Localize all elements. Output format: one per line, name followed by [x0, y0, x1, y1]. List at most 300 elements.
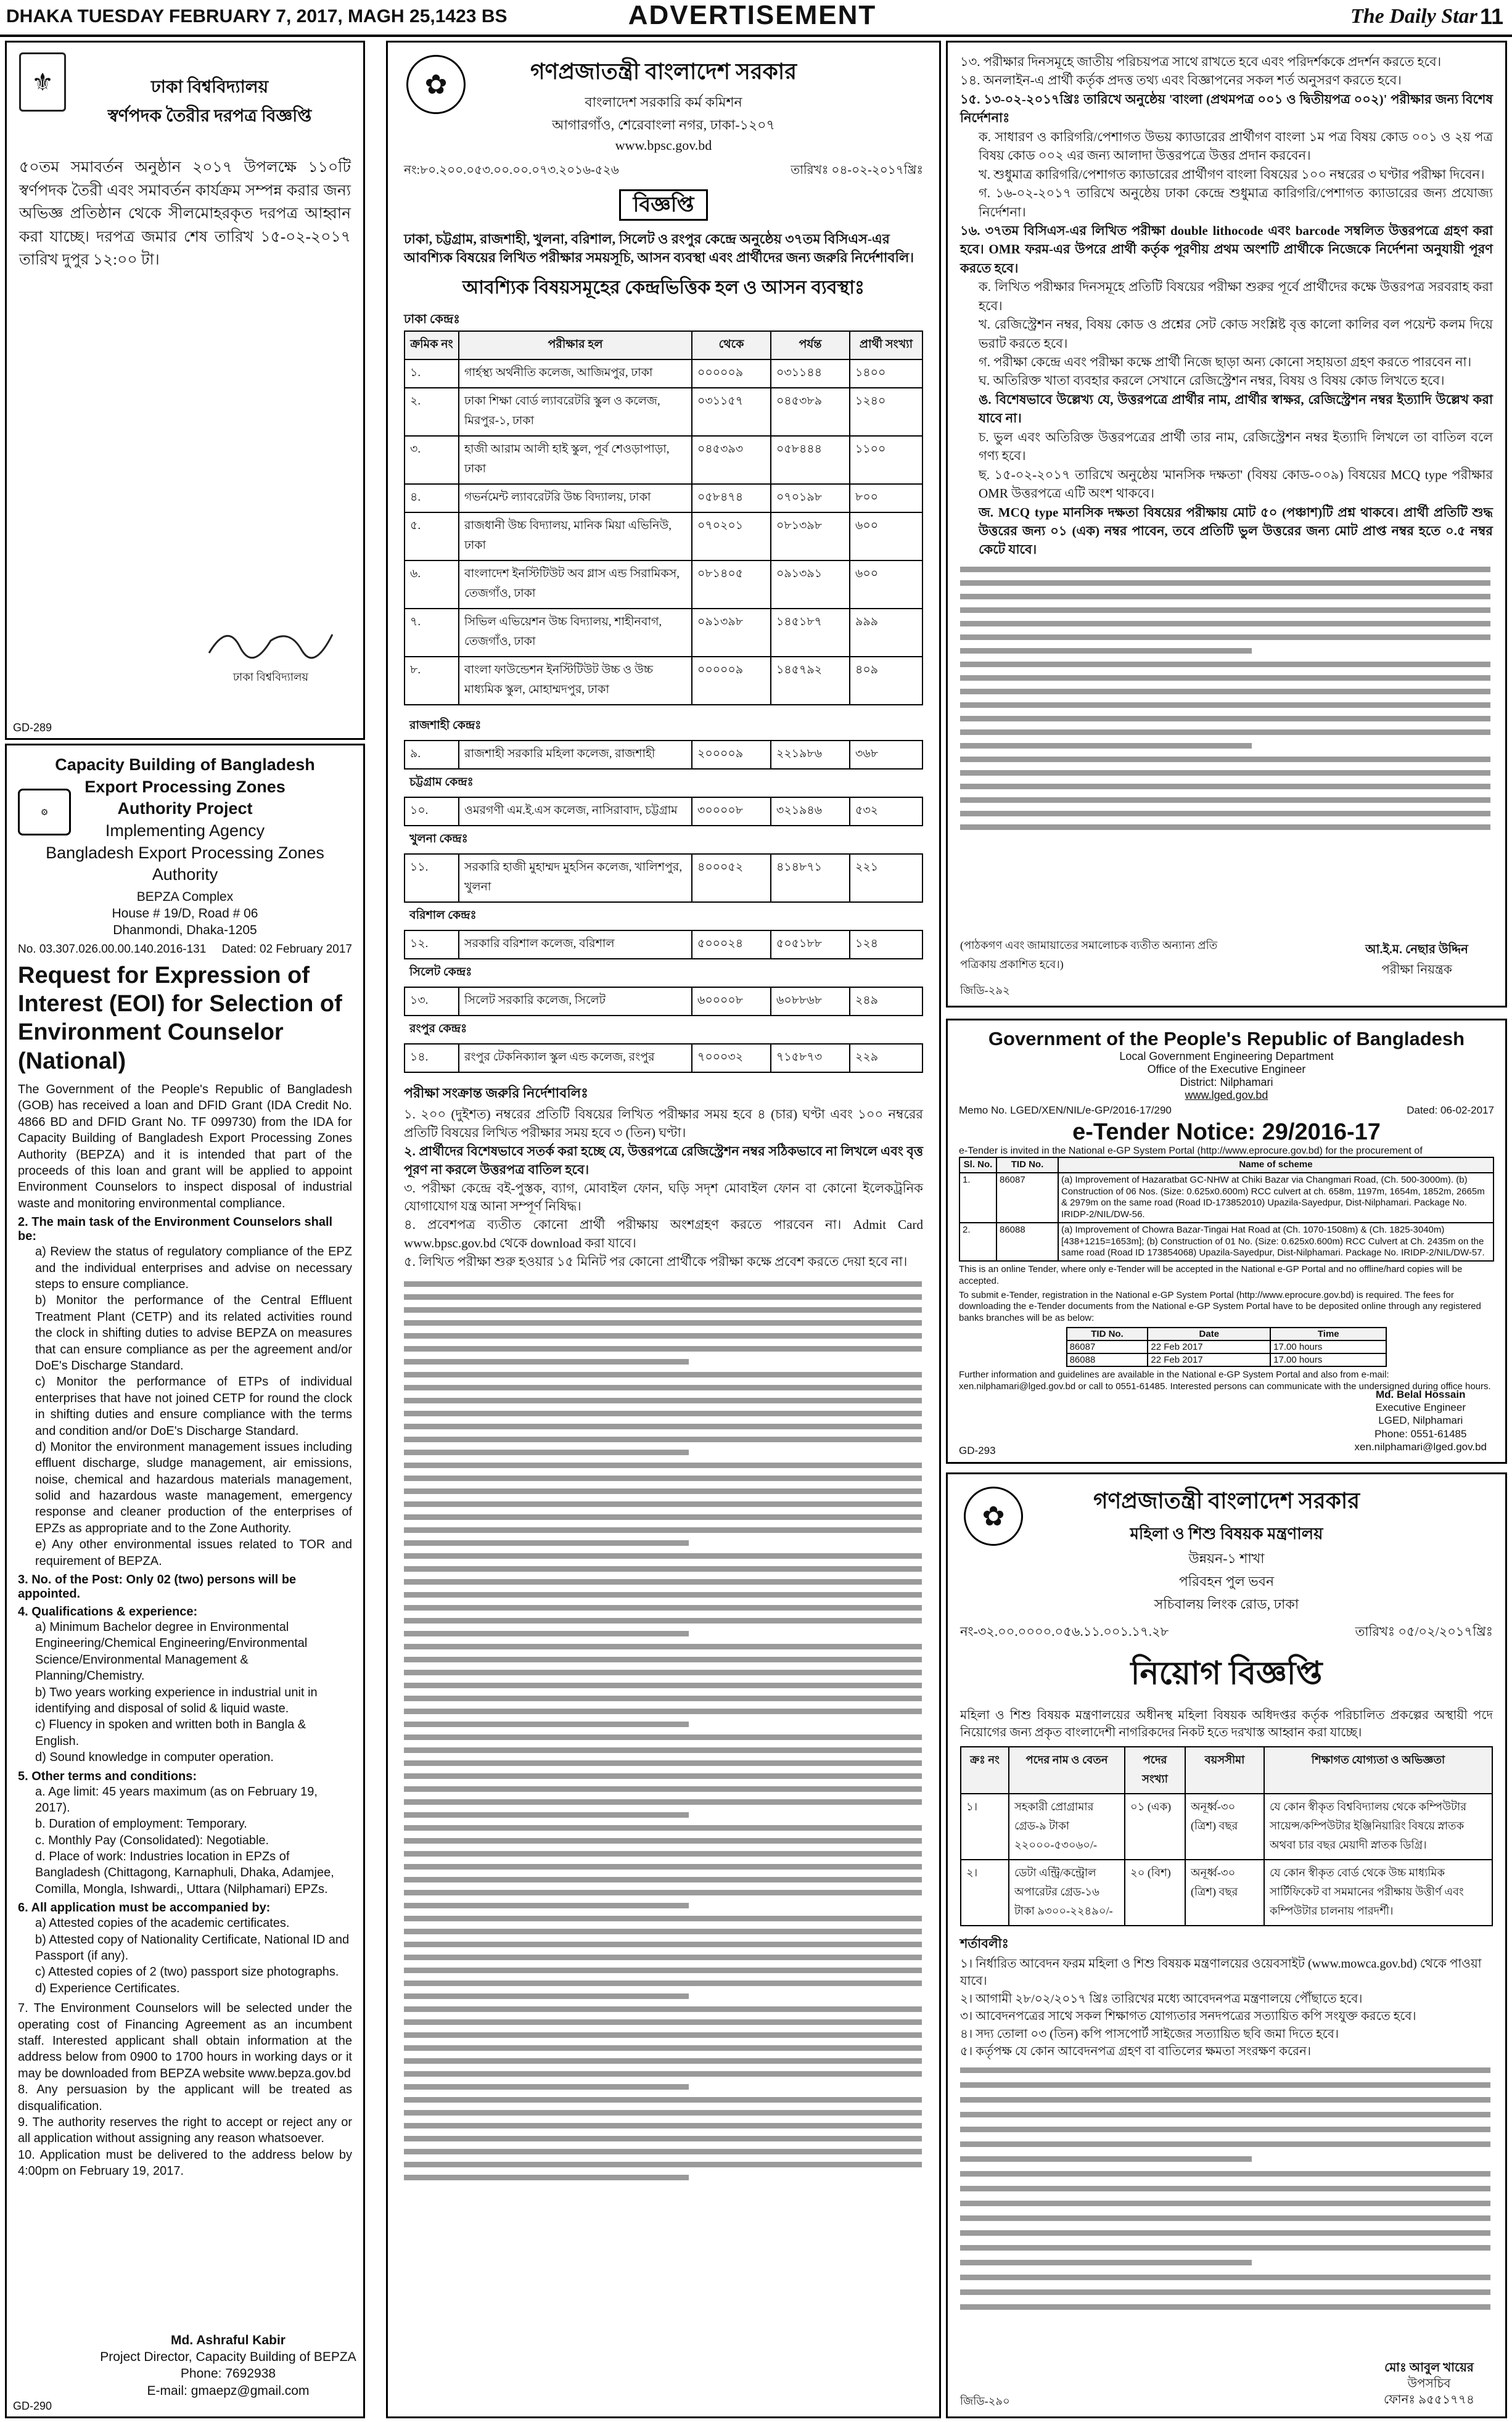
text-line: [404, 2123, 922, 2128]
mowca-title: নিয়োগ বিজ্ঞপ্তি: [1130, 1656, 1323, 1691]
bpsc-cont-item: চ. ভুল এবং অতিরিক্ত উত্তরপত্রের প্রার্থী তার নাম, রেজিস্ট্রেশন নম্বর ইত্যাদি লিখলে তা বাতিল বলে গণ্য হবে।: [979, 429, 1493, 464]
table-cell: সিলেট সরকারি কলেজ, সিলেট: [459, 987, 692, 1016]
table-cell: ০৭০২০১: [692, 512, 771, 560]
table-cell: ২২১: [850, 854, 922, 902]
lged-memo: Memo No. LGED/XEN/NIL/e-GP/2016-17/290: [959, 1104, 1172, 1116]
bpsc-cont-code: জিডি-২৯২: [960, 984, 1010, 996]
text-line: [960, 689, 1490, 694]
ad-lged-etender: [946, 1019, 1507, 1464]
text-line: [960, 729, 1490, 735]
table-row: [405, 560, 922, 609]
region-label-row: [405, 902, 922, 930]
lged-dept: Local Government Engineering Department: [1119, 1050, 1334, 1062]
table-row: [405, 657, 922, 705]
table-header-cell: Time: [1270, 1328, 1386, 1340]
mowca-date: তারিখঃ ০৫/০২/২০১৭খ্রিঃ: [1355, 1624, 1493, 1639]
page-header: [0, 0, 1512, 35]
text-line: [404, 2084, 689, 2090]
text-line: [404, 1333, 922, 1339]
text-line: [404, 1476, 922, 1481]
text-line: [404, 1773, 922, 1779]
table-cell: ২।: [961, 1860, 1009, 1926]
text-line: [404, 1320, 922, 1326]
table-cell: 86087: [1067, 1340, 1148, 1353]
bepza-app-item: c) Attested copies of 2 (two) passport size photographs.: [35, 1965, 339, 1979]
table-cell: অনূর্ধ্ব-৩০ (ত্রিশ) বছর: [1185, 1860, 1264, 1926]
table-cell: ৮.: [405, 657, 459, 705]
table-cell: ডেটা এন্ট্রি/কন্ট্রোল অপারেটর গ্রেড-১৬ টাকা ৯৩০০-২২৪৯০/-: [1009, 1860, 1125, 1926]
lged-district: District: Nilphamari: [1180, 1076, 1273, 1088]
text-line: [404, 1566, 922, 1572]
header-date: DHAKA TUESDAY FEBRUARY 7, 2017, MAGH 25,1423 BS: [6, 6, 507, 27]
bpsc-cont-item: ১৬. ৩৭তম বিসিএস-এর লিখিত পরীক্ষা double lithocode এবং barcode সম্বলিত উত্তরপত্রে গ্রহণ করা হবে। OMR ফরম-এর উপরে প্রার্থী কর্তৃক পূরণীয় প্রথম অংশটি প্রার্থীকে নিজেকে নির্দেশনা অনুযায়ী পূরণ করতে হবে।: [960, 223, 1493, 276]
table-header-cell: থেকে: [692, 331, 771, 359]
table-cell: ৯৯৯: [850, 609, 922, 657]
table-cell: ১৪.: [405, 1044, 459, 1072]
text-line: [404, 1527, 922, 1533]
table-cell: ঢাকা শিক্ষা বোর্ড ল্যাবরেটরি স্কুল ও কলেজ, মিরপুর-১, ঢাকা: [459, 388, 692, 436]
bepza-email: E-mail: gmaepz@gmail.com: [147, 2383, 310, 2398]
table-cell: ৪০০০৫২: [692, 854, 771, 902]
table-cell: ০৪৫৩৯৩: [692, 436, 771, 484]
table-cell: (a) Improvement of Chowra Bazar-Tingai Hat Road at (Ch. 1070-1508m) & (Ch. 1825-3040m) [438+1215=1653m]; (b) Construction of 01 No. (Size: 0.625x0.600m) RCC Culvert at Ch. 2435m on the same road (Road ID 173854068) Upazila-Sayedpur, Dist-Nilphamari. Package No. IRIDP-2/NIL/DW-57.: [1058, 1223, 1494, 1261]
table-cell: ৭১৫৮৭৩: [771, 1044, 850, 1072]
region-label-row: [405, 713, 922, 741]
header-section-title: ADVERTISEMENT: [628, 0, 877, 30]
text-line: [404, 1657, 922, 1662]
bepza-intro: The Government of the People's Republic of Bangladesh (GOB) has received a loan and DFID Grant (IDA Credit No. 4866 BD and DFID Grant No. TF 099730) from the IDA for Capacity Building of Bangladesh Export Processing Zones Authority (BEPZA) and it is intended that part of the proceeds of this loan and grant will be applied to appoint Environment Counselors to inspect disposal of industrial waste and monitoring environmental compliance.: [18, 1083, 352, 1210]
text-line: [404, 2019, 922, 2025]
mowca-memo: নং-৩২.০০.০০০০.০৫৬.১১.০০১.১৭.২৮: [960, 1624, 1169, 1639]
lged-para3: Further information and guidelines are available in the National e-GP System Portal and also from e-mail: xen.nilphamari@lged.gov.bd or call to 0551-61485. Interested persons can communicate with the undersigned during office hours.: [959, 1369, 1491, 1392]
text-line: [960, 2156, 1252, 2162]
bepza-term-item: d. Place of work: Industries location in EPZs of Bangladesh (Chittagong, Karnaphuli, Dhaka, Adamjee, Comilla, Mongla, Ishwardi,, Uttara (Nilphamari) EPZs.: [35, 1850, 334, 1896]
bepza-phone: Phone: 7692938: [180, 2367, 276, 2381]
table-cell: যে কোন স্বীকৃত বিশ্ববিদ্যালয় থেকে কম্পিউটার সায়েন্স/কম্পিউটার ইঞ্জিনিয়ারিং বিষয়ে স্নাতক অথবা চার বছর মেয়াদী স্নাতক ডিগ্রি।: [1264, 1794, 1492, 1860]
bpsc-web: www.bpsc.gov.bd: [615, 138, 712, 153]
bpsc-cont-item: ক. লিখিত পরীক্ষার দিনসমূহে প্রতিটি বিষয়ের পরীক্ষা শুরুর পূর্বে প্রার্থীদের কক্ষে উত্তরপত্র সরবরাহ করা হবে।: [979, 279, 1493, 313]
bepza-address-line: Dhanmondi, Dhaka-1205: [113, 923, 257, 938]
dhaka-university-subtitle: স্বর্ণপদক তৈরীর দরপত্র বিজ্ঞপ্তি: [107, 107, 312, 126]
bepza-qual-item: b) Two years working experience in industrial unit in identifying and disposal of solid & liquid waste.: [35, 1685, 318, 1715]
table-cell: ৫৩২: [850, 797, 922, 826]
table-cell: ৮০০: [850, 484, 922, 512]
table-cell: ৩৬৮: [850, 741, 922, 769]
table-cell: ০৭০১৯৮: [771, 484, 850, 512]
table-cell: ১০.: [405, 797, 459, 826]
text-line: [960, 811, 1490, 816]
dhaka-university-title: ঢাকা বিশ্ববিদ্যালয়: [150, 78, 269, 97]
table-cell: 22 Feb 2017: [1148, 1340, 1270, 1353]
text-placeholder-lines: [404, 1278, 922, 2202]
lged-code: GD-293: [959, 1445, 996, 1456]
bpsc-cont-item: গ. ১৬-০২-২০১৭ তারিখে অনুষ্ঠেয় ঢাকা কেন্দ্রে শুধুমাত্র কারিগরি/পেশাগত ক্যাডারের জন্য প্রযোজ্য নির্দেশনা।: [979, 186, 1493, 220]
ad-bpsc-continuation: [946, 41, 1507, 1008]
text-line: [404, 1463, 922, 1468]
table-cell: ০৫৮৪৪৪: [771, 436, 850, 484]
text-line: [960, 607, 1490, 613]
text-line: [960, 2082, 1490, 2088]
table-cell: ওমরগণী এম.ই.এস কলেজ, নাসিরাবাদ, চট্টগ্রাম: [459, 797, 692, 826]
text-line: [404, 1501, 922, 1507]
table-cell: রাজধানী উচ্চ বিদ্যালয়, মানিক মিয়া এভিনিউ, ঢাকা: [459, 512, 692, 560]
table-cell: 86088: [1067, 1353, 1148, 1366]
text-line: [960, 567, 1490, 572]
region-label: সিলেট কেন্দ্রঃ: [409, 966, 472, 979]
bpsc-instructions: [404, 1106, 923, 1271]
table-cell: সরকারি হাজী মুহাম্মদ মুহসিন কলেজ, খালিশপুর, খুলনা: [459, 854, 692, 902]
region-label: খুলনা কেন্দ্রঃ: [409, 832, 468, 846]
bepza-terms-heading: 5. Other terms and conditions:: [18, 1769, 197, 1783]
table-cell: ৬০০০০৮: [692, 987, 771, 1016]
table-row: [961, 1860, 1492, 1926]
table-row: [405, 1044, 922, 1072]
text-line: [404, 1411, 922, 1416]
table-row: [961, 1794, 1492, 1860]
bpsc-notice-wrap: [404, 189, 923, 224]
table-cell: ০৫৮৪৭৪: [692, 484, 771, 512]
bpsc-cont-signer-block: [1365, 940, 1468, 981]
text-line: [404, 1372, 922, 1377]
mowca-intro: মহিলা ও শিশু বিষয়ক মন্ত্রণালয়ের অধীনস্থ মহিলা বিষয়ক অধিদপ্তর কর্তৃক পরিচালিত প্রকল্পের অস্থায়ী পদে নিয়োগের জন্য প্রকৃত বাংলাদেশী নাগরিকদের নিকট হতে দরখাস্ত আহ্বান করা যাচ্ছে।: [960, 1709, 1493, 1739]
region-label-row: [405, 1016, 922, 1044]
lged-signer-block: [1355, 1388, 1487, 1453]
text-line: [960, 580, 1490, 586]
table-cell: 2.: [959, 1223, 996, 1261]
bpsc-dhaka-label: ঢাকা কেন্দ্রঃ: [404, 313, 460, 327]
text-line: [404, 2045, 922, 2051]
table-row: [959, 1173, 1494, 1223]
bepza-org-line: Export Processing Zones: [84, 777, 286, 796]
table-cell: সহকারী প্রোগ্রামার গ্রেড-৯ টাকা ২২০০০-৫৩০৬০/-: [1009, 1794, 1125, 1860]
bepza-clause-item: 7. The Environment Counselors will be selected under the operating cost of Financing Agreement as an incumbent staff. Interested applicant shall obtain information at the address below from 0900 to 1700 hours in working days or it may be downloaded from BEPZA website www.bepza.gov.bd: [18, 2001, 352, 2080]
text-line: [960, 2289, 1490, 2295]
text-line: [404, 1398, 922, 1403]
bpsc-instructions-heading: পরীক্ষা সংক্রান্ত জরুরি নির্দেশাবলিঃ: [404, 1085, 588, 1101]
bepza-address-line: BEPZA Complex: [136, 889, 234, 904]
bepza-task-item: d) Monitor the environment management issues including effluent discharge, sludge management, air emissions, noise, chemical and hazardous materials management, solid and hazardous waste management, emergency response and cleaner production of the enterprises of EPZs as appropriate and to the Zone Authority.: [35, 1440, 352, 1535]
table-header-cell: পদের সংখ্যা: [1125, 1747, 1185, 1794]
bpsc-org: বাংলাদেশ সরকারি কর্ম কমিশন: [585, 94, 742, 110]
text-line: [960, 621, 1490, 626]
bpsc-cont-item: ১৪. অনলাইন-এ প্রার্থী কর্তৃক প্রদত্ত তথ্য এবং বিজ্ঞাপনের সকল শর্ত অনুসরণ করতে হবে।: [960, 73, 1402, 88]
table-cell: ৪.: [405, 484, 459, 512]
text-line: [404, 1644, 922, 1649]
mowca-emblem-icon: ✿: [964, 1487, 1023, 1546]
table-header-cell: TID No.: [1067, 1328, 1148, 1340]
lged-signer-org: LGED, Nilphamari: [1378, 1414, 1463, 1427]
text-line: [960, 2230, 1490, 2236]
mowca-signer-block: [1384, 2360, 1474, 2408]
text-line: [404, 1825, 922, 1831]
bpsc-cont-item: ১৫. ১৩-০২-২০১৭খ্রিঃ তারিখে অনুষ্ঠেয় 'বাংলা (প্রথমপত্র ০০১ ও দ্বিতীয়পত্র ০০২)' পরীক্ষার জন্য বিশেষ নির্দেশনাঃ: [960, 91, 1493, 126]
bepza-clause-item: 8. Any persuasion by the applicant will be treated as disqualification.: [18, 2083, 352, 2113]
bpsc-emblem-icon: ✿: [406, 55, 466, 114]
table-cell: ০৯১৩৯১: [771, 560, 850, 609]
text-line: [960, 2260, 1252, 2265]
table-cell: ২.: [405, 388, 459, 436]
text-line: [404, 1786, 922, 1792]
table-cell: ১.: [405, 359, 459, 388]
mowca-posts-header: [961, 1747, 1492, 1794]
table-cell: ০৪৫৩৮৯: [771, 388, 850, 436]
text-line: [960, 824, 1490, 830]
text-line: [960, 2097, 1490, 2103]
bpsc-cont-footnote: (পাঠকগণ এবং জামায়াতের সমালোচক ব্যতীত অন্যান্য প্রতি পত্রিকায় প্রকাশিত হবে।): [960, 939, 1218, 971]
lged-schedule-table: [1066, 1327, 1387, 1367]
text-line: [960, 743, 1252, 749]
table-header-cell: Sl. No.: [959, 1157, 996, 1173]
lged-phone: Phone: 0551-61485: [1374, 1427, 1467, 1440]
bepza-task-item: b) Monitor the performance of the Central Effluent Treatment Plant (CETP) and its related activities round the clock in shifting duties to advise BEPZA on measures that can ensure compliance as per the agreement and/or DoE's Discharge Standard.: [35, 1294, 352, 1373]
bepza-clauses: [18, 2000, 352, 2179]
table-row: [405, 359, 922, 388]
lged-gov: Government of the People's Republic of Bangladesh: [988, 1028, 1465, 1049]
text-line: [404, 1993, 689, 1999]
bepza-task-item: a) Review the status of regulatory compliance of the EPZ and the individual enterprises and advise on necessary steps to ensure compliance.: [35, 1245, 352, 1291]
text-line: [404, 2032, 922, 2038]
table-header-cell: শিক্ষাগত যোগ্যতা ও অভিজ্ঞতা: [1264, 1747, 1492, 1794]
bpsc-cont-item: ছ. ১৫-০২-২০১৭ তারিখে অনুষ্ঠেয় 'মানসিক দক্ষতা' (বিষয় কোড-০০৯) বিষয়ের MCQ type পরীক্ষার OMR উত্তরপত্রে এটি অংশ থাকবে।: [979, 467, 1493, 501]
table-cell: ৫০০০২৪: [692, 930, 771, 959]
text-line: [404, 1981, 922, 1986]
text-line: [404, 1903, 689, 1908]
mowca-memo-row: [960, 1622, 1493, 1643]
table-cell: ০৮১৩৯৮: [771, 512, 850, 560]
bpsc-cont-item: ১৩. পরীক্ষার দিনসমূহে জাতীয় পরিচয়পত্র সাথে রাখতে হবে এবং পরিদর্শককে প্রদর্শন করতে হবে।: [960, 54, 1442, 69]
text-line: [404, 1696, 922, 1701]
table-cell: ০১ (এক): [1125, 1794, 1185, 1860]
bpsc-filler-lines: [404, 1278, 923, 2206]
bpsc-instruction-item: ৩. পরীক্ষা কেন্দ্রে বই-পুস্তক, ব্যাগ, মোবাইল ফোন, ঘড়ি সদৃশ মোবাইল ফোন বা কোনো ইলেকট্রনিক যোগাযোগ যন্ত্র আনা সম্পূর্ণ নিষিদ্ধ।: [404, 1180, 923, 1214]
ad-bpsc-notice: [386, 41, 941, 2418]
table-cell: ৩২১৯৪৬: [771, 797, 850, 826]
text-line: [404, 2071, 922, 2077]
table-cell: ১২৪০: [850, 388, 922, 436]
lged-office: Office of the Executive Engineer: [1147, 1063, 1306, 1075]
bepza-tasks: [18, 1244, 352, 1569]
text-line: [404, 1605, 922, 1611]
table-cell: ১২৪: [850, 930, 922, 959]
bepza-term-item: b. Duration of employment: Temporary.: [35, 1817, 247, 1831]
text-line: [960, 797, 1490, 803]
bpsc-hall-table-header: [405, 331, 922, 359]
table-cell: গার্হস্থ্য অর্থনীতি কলেজ, আজিমপুর, ঢাকা: [459, 359, 692, 388]
table-cell: ১।: [961, 1794, 1009, 1860]
bpsc-memo: নং:৮০.২০০.০৫৩.০০.০০.০৭৩.২০১৬-৫২৬: [404, 163, 619, 177]
lged-para2: To submit e-Tender, registration in the National e-GP System Portal (http://www.eprocure.gov.bd) is required. The fees for downloading the e-Tender documents from the National e-GP System Portal have to be deposited online through any registered banks branches will be as below:: [959, 1289, 1481, 1323]
table-cell: ৫.: [405, 512, 459, 560]
text-line: [404, 1592, 922, 1598]
table-cell: ৬০০: [850, 512, 922, 560]
mowca-building: পরিবহন পুল ভবন: [1178, 1574, 1275, 1589]
table-row: [405, 854, 922, 902]
mowca-gov: গণপ্রজাতন্ত্রী বাংলাদেশ সরকার: [1093, 1488, 1360, 1513]
table-row: [405, 512, 922, 560]
bpsc-region-table: [404, 713, 923, 1073]
lged-signer-title: Executive Engineer: [1375, 1402, 1466, 1413]
region-label: রাজশাহী কেন্দ্রঃ: [409, 719, 482, 733]
table-cell: হাজী আরাম আলী হাই স্কুল, পূর্ব শেওড়াপাড়া, ঢাকা: [459, 436, 692, 484]
ad-mowca-recruitment: [946, 1472, 1507, 2418]
table-cell: ৪০৯: [850, 657, 922, 705]
mowca-address: সচিবালয় লিংক রোড, ঢাকা: [1154, 1596, 1299, 1612]
table-cell: ০৮১৪০৫: [692, 560, 771, 609]
text-line: [404, 1488, 922, 1494]
mowca-branch: উন্নয়ন-১ শাখা: [1188, 1551, 1265, 1566]
text-line: [404, 1916, 922, 1921]
mowca-cond-item: ৩। আবেদনপত্রের সাথে সকল শিক্ষাগত যোগ্যতার সনদপত্রের সত্যায়িত কপি সংযুক্ত করতে হবে।: [960, 2009, 1416, 2024]
table-cell: ২০ (বিশ): [1125, 1860, 1185, 1926]
bpsc-cont-item: খ. শুধুমাত্র কারিগরি/পেশাগত ক্যাডারের প্রার্থীগণ বাংলা বিষয়ের ১০০ নম্বরের ৩ ঘণ্টার পরীক্ষা দিবেন।: [979, 166, 1485, 182]
text-line: [404, 1812, 689, 1818]
region-label: রংপুর কেন্দ্রঃ: [409, 1022, 467, 1036]
text-placeholder-lines: [960, 2064, 1490, 2335]
table-cell: রাজশাহী সরকারি মহিলা কলেজ, রাজশাহী: [459, 741, 692, 769]
text-line: [960, 2112, 1490, 2117]
table-cell: 86087: [996, 1173, 1058, 1223]
dhaka-university-logo-icon: ⚜: [19, 52, 66, 112]
table-header-cell: ক্রমিক নং: [405, 331, 459, 359]
text-line: [404, 1864, 922, 1870]
mowca-conds-heading: শর্তাবলীঃ: [960, 1936, 1009, 1951]
bpsc-cont-item: ঘ. অতিরিক্ত খাতা ব্যবহার করলে সেখানে রেজিস্ট্রেশন নম্বর, বিষয় ও বিষয় কোড লিখতে হবে।: [979, 373, 1445, 388]
text-line: [404, 2058, 922, 2064]
bepza-address: [18, 889, 352, 939]
ad-bepza-eoi: [5, 744, 365, 2418]
bepza-apps: [18, 1915, 352, 1997]
bpsc-instruction-item: ৫. লিখিত পরীক্ষা শুরু হওয়ার ১৫ মিনিট পর কোনো প্রার্থীকে পরীক্ষা কক্ষে প্রবেশ করতে দেয়া হবে না।: [404, 1254, 908, 1269]
bepza-qual-heading: 4. Qualifications & experience:: [18, 1605, 198, 1619]
table-cell: ১১.: [405, 854, 459, 902]
table-cell: ২০০০০৯: [692, 741, 771, 769]
text-line: [404, 1346, 922, 1352]
text-placeholder-lines: [960, 563, 1490, 853]
bpsc-cont-signer-title: পরীক্ষা নিয়ন্ত্রক: [1381, 963, 1452, 977]
table-row: [405, 609, 922, 657]
bpsc-intro: ঢাকা, চট্টগ্রাম, রাজশাহী, খুলনা, বরিশাল, সিলেট ও রংপুর কেন্দ্রে অনুষ্ঠেয় ৩৭তম বিসিএস-এর আবশ্যিক বিষয়ের লিখিত পরীক্ষার সময়সূচি, আসন ব্যবস্থা এবং প্রার্থীদের জন্য জরুরি নির্দেশাবলি।: [404, 231, 914, 265]
table-cell: ০৩১১৫৭: [692, 388, 771, 436]
table-row: [405, 436, 922, 484]
text-line: [404, 1955, 922, 1960]
lged-memo-row: [959, 1104, 1494, 1117]
header-rule: [0, 35, 1512, 37]
bepza-org-line: Capacity Building of Bangladesh: [55, 755, 315, 774]
mowca-code: জিডি-২৯০: [960, 2395, 1010, 2407]
mowca-cond-item: ৫। কর্তৃপক্ষ যে কোন আবেদনপত্র গ্রহণ বা বাতিলের ক্ষমতা সংরক্ষণ করেন।: [960, 2044, 1312, 2058]
bpsc-address: আগারগাঁও, শেরেবাংলা নগর, ঢাকা-১২০৭: [552, 117, 775, 133]
bepza-code: GD-290: [13, 2400, 52, 2412]
dhaka-university-signature-label: ঢাকা বিশ্ববিদ্যালয়: [232, 671, 309, 683]
mowca-phone: ফোনঃ ৯৫৫১৭৭৪: [1383, 2393, 1474, 2407]
text-line: [404, 1968, 922, 1973]
text-line: [960, 770, 1490, 776]
dhaka-university-signature: [203, 616, 339, 690]
text-line: [404, 1747, 922, 1753]
table-row: [405, 797, 922, 826]
bepza-app-item: b) Attested copy of Nationality Certificate, National ID and Passport (if any).: [35, 1932, 350, 1963]
table-cell: বাংলা ফাউন্ডেশন ইনস্টিটিউট উচ্চ ও উচ্চ মাধ্যমিক স্কুল, মোহাম্মদপুর, ঢাকা: [459, 657, 692, 705]
table-cell: 17.00 hours: [1270, 1340, 1386, 1353]
text-line: [404, 1877, 922, 1882]
bpsc-cont-item: ক. সাধারণ ও কারিগরি/পেশাগত উভয় ক্যাডারের প্রার্থীগণ বাংলা ১ম পত্র বিষয় কোড ০০১ ও ২য় পত্র বিষয় কোড ০০২ এর জন্য আলাদা উত্তরপত্রে উত্তর প্রদান করবেন।: [979, 129, 1493, 163]
text-line: [960, 2186, 1490, 2191]
text-line: [404, 1838, 922, 1844]
text-line: [960, 716, 1490, 721]
header-paper-name: The Daily Star: [1350, 5, 1477, 28]
text-line: [404, 1359, 689, 1365]
lged-scheme-table: [959, 1157, 1494, 1262]
bepza-qual-item: c) Fluency in spoken and written both in Bangla & English.: [35, 1718, 306, 1748]
bepza-tasks-heading: 2. The main task of the Environment Counselors shall be:: [18, 1215, 333, 1244]
table-cell: ৭.: [405, 609, 459, 657]
bepza-term-item: c. Monthly Pay (Consolidated): Negotiable.: [35, 1833, 269, 1847]
lged-title: e-Tender Notice: 29/2016-17: [1072, 1119, 1381, 1145]
table-cell: ০০০০০৯: [692, 657, 771, 705]
region-label-row: [405, 769, 922, 797]
text-line: [960, 702, 1490, 708]
bpsc-gov: গণপ্রজাতন্ত্রী বাংলাদেশ সরকার: [530, 59, 797, 84]
lged-web: www.lged.gov.bd: [1185, 1089, 1268, 1101]
table-cell: ২৪৯: [850, 987, 922, 1016]
text-line: [404, 2006, 922, 2012]
table-cell: ১৪০০: [850, 359, 922, 388]
text-line: [404, 1890, 922, 1895]
bpsc-date: তারিখঃ ০৪-০২-২০১৭খ্রিঃ: [791, 163, 923, 177]
text-line: [404, 1709, 922, 1714]
text-line: [404, 1670, 922, 1675]
text-line: [404, 1553, 922, 1559]
table-header-cell: Name of scheme: [1058, 1157, 1494, 1173]
text-line: [404, 1734, 922, 1740]
mowca-ministry: মহিলা ও শিশু বিষয়ক মন্ত্রণালয়: [1130, 1525, 1323, 1543]
table-cell: সিভিল এভিয়েশন উচ্চ বিদ্যালয়, শাহীনবাগ, তেজগাঁও, ঢাকা: [459, 609, 692, 657]
text-line: [404, 1929, 922, 1934]
text-line: [404, 1385, 922, 1390]
table-header-cell: Date: [1148, 1328, 1270, 1340]
bepza-signer-block: [99, 2332, 357, 2399]
text-line: [404, 1942, 922, 1947]
text-line: [960, 594, 1490, 599]
table-cell: ৩.: [405, 436, 459, 484]
bepza-org-line: Bangladesh Export Processing Zones Authority: [46, 843, 324, 884]
text-line: [404, 2162, 922, 2167]
table-cell: গভর্নমেন্ট ল্যাবরেটরি উচ্চ বিদ্যালয়, ঢাকা: [459, 484, 692, 512]
table-cell: ১৪৫১৮৭: [771, 609, 850, 657]
mowca-signer: মোঃ আবুল খায়ের: [1384, 2361, 1474, 2375]
lged-schedule-header: [1067, 1328, 1387, 1340]
table-cell: ৩০০০০৮: [692, 797, 771, 826]
table-header-cell: TID No.: [996, 1157, 1058, 1173]
text-line: [404, 2175, 689, 2180]
bepza-title: Request for Expression of Interest (EOI) for Selection of Environment Counselor (National): [18, 962, 342, 1074]
text-line: [404, 1450, 689, 1455]
text-line: [404, 1294, 922, 1300]
text-line: [404, 1851, 922, 1857]
table-header-cell: ক্রঃ নং: [961, 1747, 1009, 1794]
lged-para1: This is an online Tender, where only e-Tender will be accepted in the National e-GP Portal and no offline/hard copies will be accepted.: [959, 1264, 1463, 1286]
table-cell: রংপুর টেকনিক্যাল স্কুল এন্ড কলেজ, রংপুর: [459, 1044, 692, 1072]
bepza-task-item: c) Monitor the performance of ETPs of individual enterprises that have not joined CETP for round the clock in shifting duties and ensure compliance with the terms and condition and/or DoE's Discharge Standard.: [35, 1375, 352, 1438]
bepza-org-line: Implementing Agency: [105, 821, 265, 840]
bepza-posts: 3. No. of the Post: Only 02 (two) persons will be appointed.: [18, 1573, 297, 1601]
bepza-logo-icon: ⚙: [18, 789, 71, 835]
region-label: চট্টগ্রাম কেন্দ্রঃ: [409, 776, 474, 789]
table-cell: সরকারি বরিশাল কলেজ, বরিশাল: [459, 930, 692, 959]
text-line: [404, 1579, 922, 1585]
table-cell: যে কোন স্বীকৃত বোর্ড থেকে উচ্চ মাধ্যমিক সার্টিফিকেট বা সমমানের পরীক্ষায় উত্তীর্ণ এবং কম্পিউটার চালনায় পারদর্শী।: [1264, 1860, 1492, 1926]
bpsc-cont-item: খ. রেজিস্ট্রেশন নম্বর, বিষয় কোড ও প্রশ্নের সেট কোড সংশ্লিষ্ট বৃত্ত কালো কালির বল পয়েন্ট কলম দিয়ে ভরাট করতে হবে।: [979, 317, 1493, 351]
